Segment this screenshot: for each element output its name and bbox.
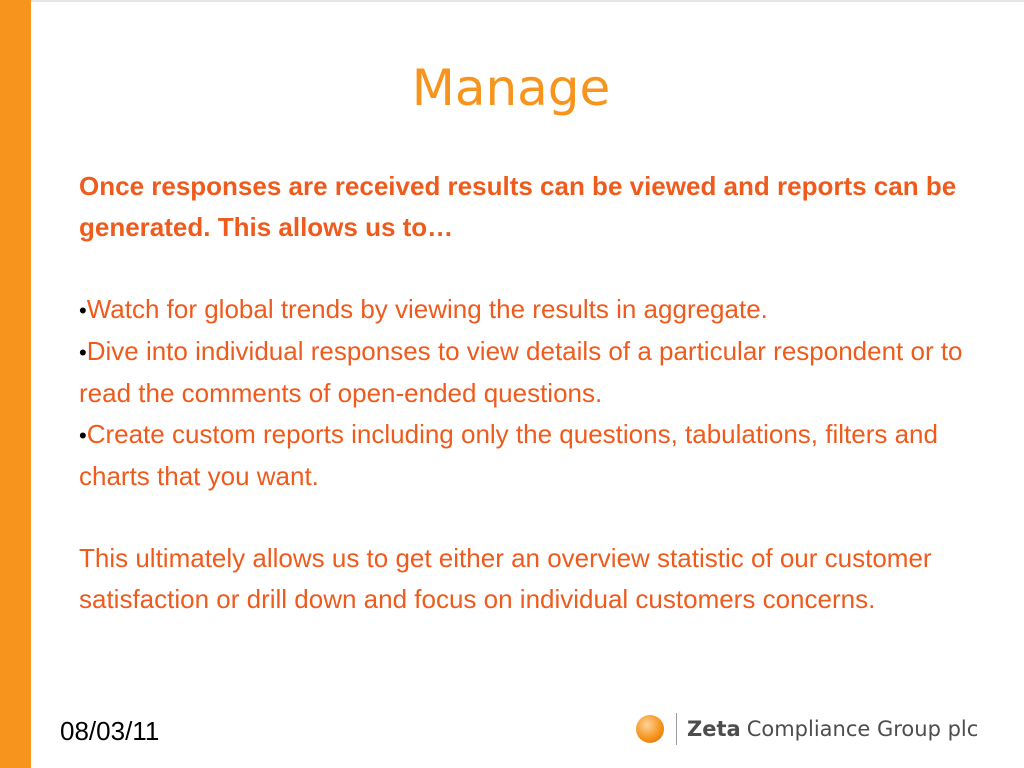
slide-date: 08/03/11 [60,716,160,746]
top-rule [31,0,1024,2]
bullet-item [79,414,979,497]
bullet-marker: • [79,340,87,365]
bullet-text: Watch for global trends by viewing the results in aggregate. [86,294,768,324]
logo-divider [676,713,677,745]
bullet-text: Create custom reports including only the questions, tabulations, filters and charts that you want. [79,419,938,491]
slide-content [79,166,979,620]
bullet-marker: • [79,423,87,448]
company-logo [636,709,978,749]
bullet-marker: • [79,298,87,323]
slide-title: Manage [411,59,611,117]
bullet-text: Dive into individual responses to view details of a particular respondent or to read the comments of open-ended questions. [79,336,963,408]
spacer [79,497,979,538]
logo-brand-name: Zeta [687,717,741,741]
orange-sphere-logo-icon [636,715,664,743]
bullet-item [79,331,979,414]
bullet-item [79,289,979,331]
spacer [79,248,979,289]
logo-company-text: Compliance Group plc [746,717,979,741]
intro-text: Once responses are received results can be viewed and reports can be generated. This allows us to… [79,171,957,242]
orange-side-bar [0,0,31,768]
closing-text: This ultimately allows us to get either an overview statistic of our customer satisfaction or drill down and focus on individual customers concerns. [79,543,932,614]
